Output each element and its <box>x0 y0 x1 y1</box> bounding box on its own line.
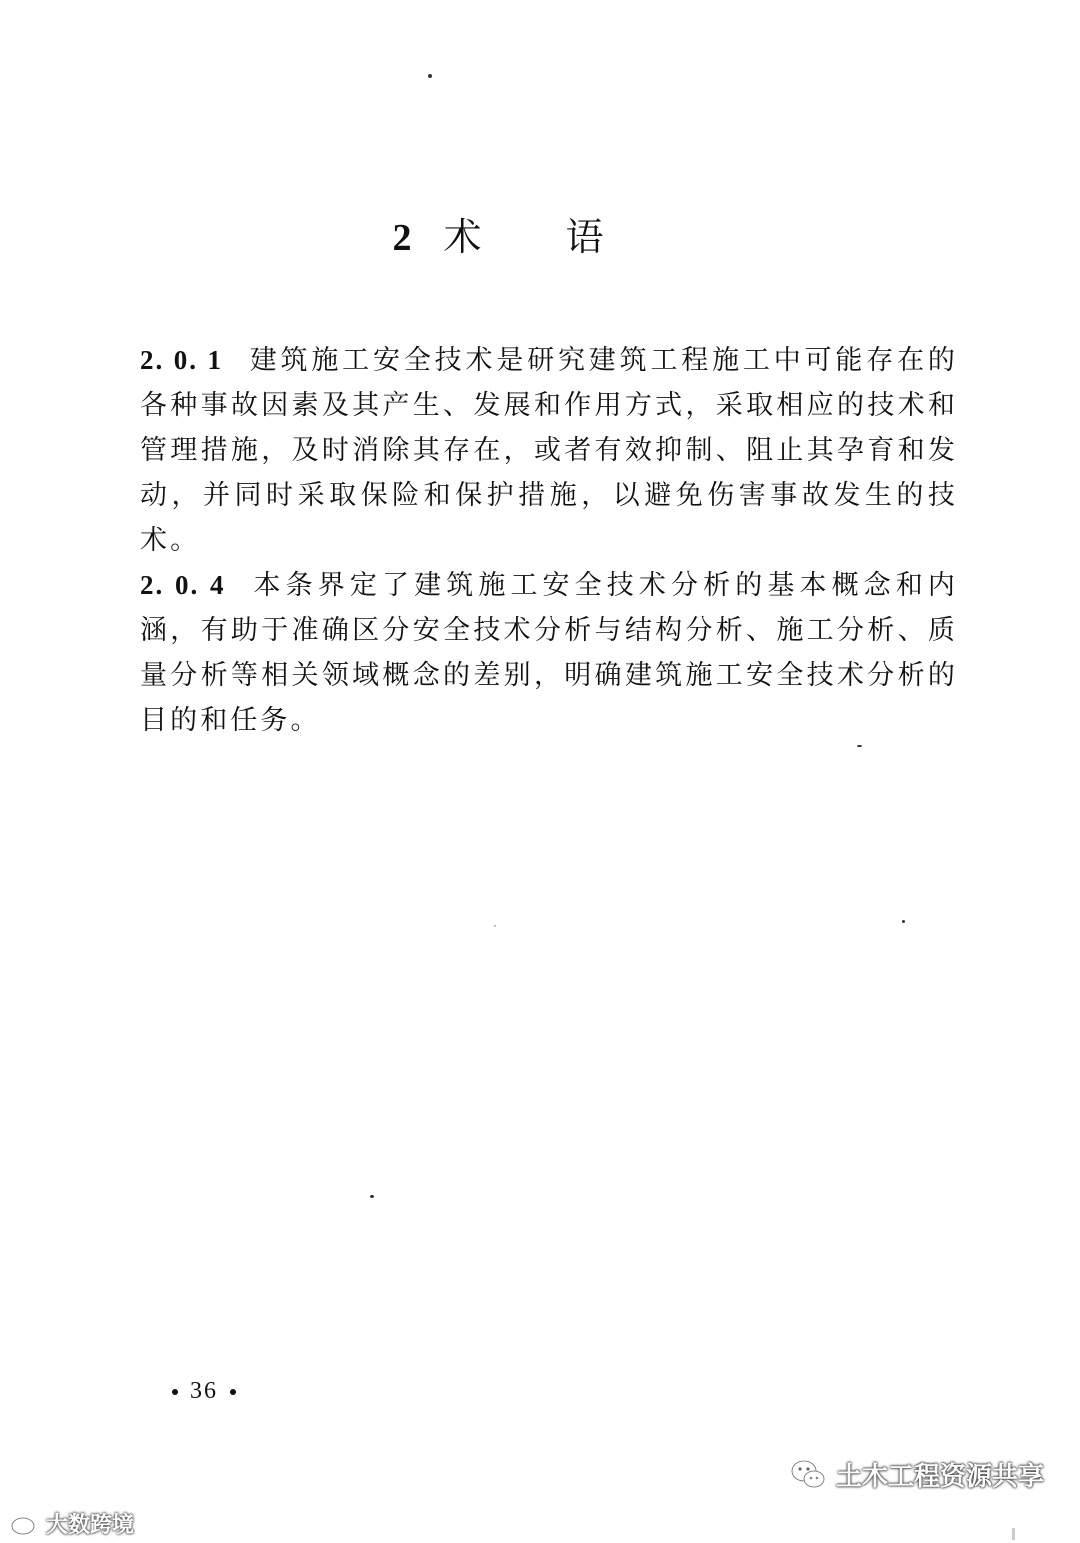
watermark-right <box>790 1456 1044 1493</box>
clause-number: 2. 0. 1 <box>140 345 223 375</box>
chapter-number: 2 <box>392 217 414 259</box>
chapter-title: 术语 <box>443 215 688 259</box>
watermark-left <box>10 1508 134 1539</box>
weibo-icon <box>10 1512 40 1536</box>
page-number <box>160 1378 248 1405</box>
clause-text: 建筑施工安全技术是研究建筑工程施工中可能存在的各种事故因素及其产生、发展和作用方式，采取相应的技术和管理措施，及时消除其存在，或者有效抑制、阻止其孕育和发动，并同时采取保险和保护措施，以避免伤害事故发生的技术。 <box>140 345 958 556</box>
scan-speck <box>370 1195 374 1198</box>
scan-speck <box>902 920 905 923</box>
wechat-icon <box>790 1459 826 1491</box>
clause-item <box>140 563 958 743</box>
page-number-value: 36 <box>190 1378 218 1404</box>
chapter-heading <box>0 206 1080 261</box>
clause-number: 2. 0. 4 <box>140 570 226 600</box>
watermark-right-text: 土木工程资源共享 <box>836 1462 1045 1492</box>
clause-list <box>140 338 958 743</box>
scan-speck <box>857 745 862 747</box>
scan-speck <box>428 74 432 78</box>
watermark-left-text: 大数跨境 <box>46 1513 135 1538</box>
clause-text: 本条界定了建筑施工安全技术分析的基本概念和内涵，有助于准确区分安全技术分析与结构分析、施工分析、质量分析等相关领域概念的差别，明确建筑施工安全技术分析的目的和任务。 <box>140 570 959 736</box>
bullet-dot <box>230 1389 236 1395</box>
clause-item <box>140 338 958 563</box>
scan-edge-mark <box>1012 1528 1015 1540</box>
bullet-dot <box>172 1389 178 1395</box>
scan-speck <box>494 925 496 927</box>
